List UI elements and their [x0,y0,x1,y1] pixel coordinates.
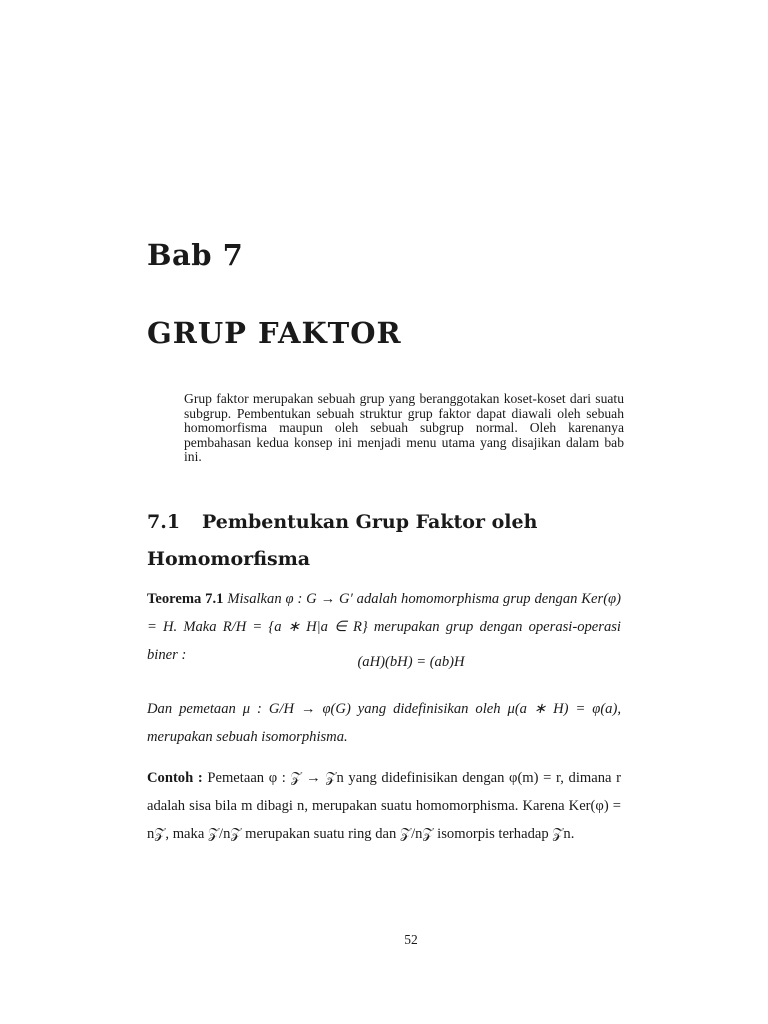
example-label: Contoh : [147,770,203,786]
display-equation: (aH)(bH) = (ab)H [357,654,465,670]
section-title: Pembentukan Grup Faktor oleh Homomorfisma [147,511,538,570]
chapter-label: Bab 7 [147,238,244,272]
example-block [147,764,621,848]
section-heading [147,504,687,578]
page-number: 52 [404,932,418,947]
theorem-label: Teorema 7.1 [147,591,224,607]
section-number: 7.1 [147,511,181,533]
theorem-statement: Misalkan φ : G → G′ adalah homomorphisma grup dengan Ker(φ) = H. Maka R/H = {a ∗ H|a ∈ R} merupakan grup dengan operasi-operasi biner : [147,591,621,663]
theorem-continuation: Dan pemetaan μ : G/H → φ(G) yang didefinisikan oleh μ(a ∗ H) = φ(a), merupakan sebuah isomorphisma. [147,701,621,745]
example-text: Pemetaan φ : 𝒵 → 𝒵n yang didefinisikan dengan φ(m) = r, dimana r adalah sisa bila m dibagi n, merupakan suatu homomorphisma. Karena Ker(φ) = n𝒵, maka 𝒵/n𝒵 merupakan suatu ring dan 𝒵/n𝒵 isomorpis terhadap 𝒵n. [147,770,621,842]
chapter-title: GRUP FAKTOR [147,316,402,350]
chapter-abstract: Grup faktor merupakan sebuah grup yang beranggotakan koset-koset dari suatu subgrup. Pembentukan sebuah struktur grup faktor dapat diawali oleh sebuah homomorfisma maupun oleh sebuah subgrup normal. Oleh karenanya pembahasan kedua konsep ini menjadi menu utama yang disajikan dalam bab ini. [184,391,624,464]
